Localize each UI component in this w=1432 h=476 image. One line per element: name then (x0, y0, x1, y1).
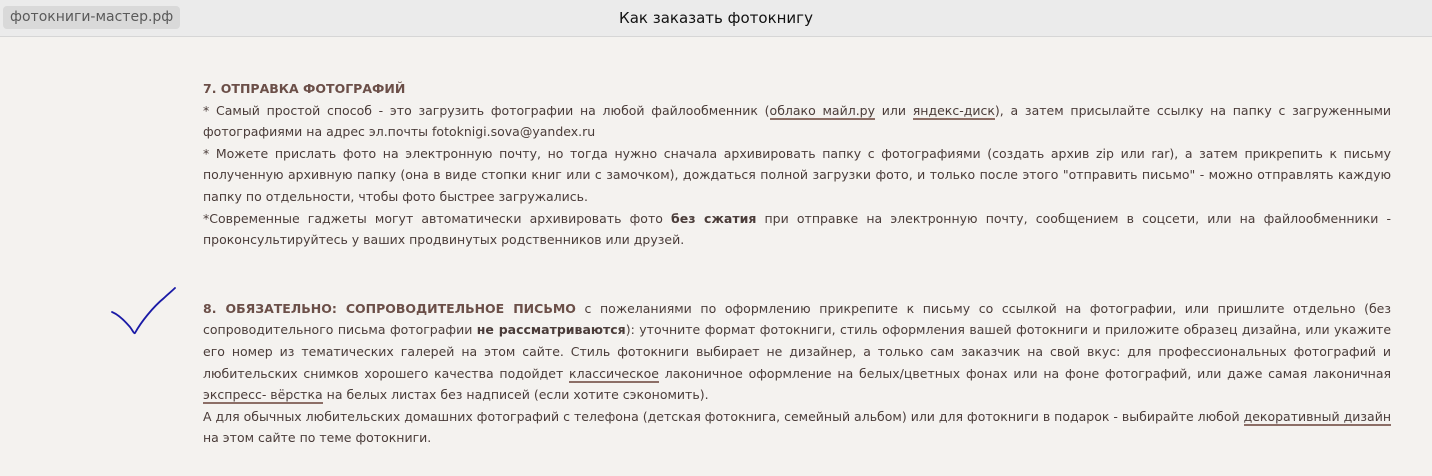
handwritten-checkmark-icon (108, 282, 182, 342)
link-decorative-design[interactable]: декоративный дизайн (1243, 408, 1391, 424)
section-cover-letter (203, 298, 1391, 449)
text: при отправке на электронную почту, сообщением в соцсети, или на файлообменники - проконсультируйтесь у ваших продвинутых родственников или друзей. (203, 210, 1391, 248)
text: * Можете прислать фото на электронную почту, но тогда нужно сначала архивировать папку с фотографиями (создать архив zip или rar), а затем прикрепить к письму полученную архивную папку (она в виде стопки книг или с замочком), дождаться полной загрузки фото, и только после этого "отправить письмо" - можно отправлять каждую папку по отдельности, чтобы фото быстрее загружались. (203, 145, 1391, 204)
paragraph (203, 143, 1391, 208)
text: на белых листах без надписей (если хотите сэкономить). (322, 387, 709, 403)
text: * Самый простой способ - это загрузить фотографии на любой файлообменник ( (203, 102, 770, 118)
text: *Современные гаджеты могут автоматически архивировать фото (203, 210, 672, 226)
section-heading (203, 78, 1391, 100)
section-photo-sending (203, 78, 1391, 251)
page-title: Как заказать фотокнигу (619, 9, 813, 27)
paragraph (203, 100, 1391, 143)
heading-text: 8. ОБЯЗАТЕЛЬНО: СОПРОВОДИТЕЛЬНОЕ ПИСЬМО (203, 300, 576, 316)
bold-text: без сжатия (671, 210, 757, 226)
browser-topbar (0, 0, 1432, 37)
heading-text: 7. ОТПРАВКА ФОТОГРАФИЙ (203, 81, 406, 96)
link-yandex-disk[interactable]: яндекс-диск (912, 102, 995, 118)
link-classic-design[interactable]: классическое (569, 365, 659, 381)
text: А для обычных любительских домашних фотографий с телефона (детская фотокнига, семейный альбом) или для фотокниги в подарок - выбирайте любой (203, 408, 1244, 424)
text: ): уточните формат фотокниги, стиль оформления вашей фотокниги и приложите образец дизайна, или укажите его номер из тематических галерей на этом сайте. Стиль фотокниги выбирает не дизайнер, а только сам заказчик на свой вкус: для профессиональных фотографий и любительских снимков хорошего качества подойдет (203, 322, 1392, 381)
text: с пожеланиями по оформлению прикрепите к письму со ссылкой на фотографии, или пришлите отдельно (без сопроводительного письма фотографии (203, 300, 1391, 338)
link-oblako-mail[interactable]: облако майл.ру (769, 102, 876, 118)
paragraph (203, 406, 1391, 449)
text: на этом сайте по теме фотокниги. (203, 430, 432, 446)
text: или (875, 102, 913, 118)
address-bar[interactable]: фотокниги-мастер.рф (3, 6, 180, 29)
paragraph (203, 208, 1391, 251)
article-content (203, 78, 1391, 449)
text: ), а затем присылайте ссылку на папку с загруженными фотографиями на адрес эл.почты fotoknigi.sova@yandex.ru (203, 102, 1392, 140)
link-express-layout[interactable]: экспресс- вёрстка (203, 387, 323, 403)
text: лаконичное оформление на белых/цветных фонах или на фоне фотографий, или даже самая лаконичная (658, 365, 1392, 381)
bold-text: не рассматриваются (476, 322, 626, 338)
paragraph (203, 298, 1391, 406)
